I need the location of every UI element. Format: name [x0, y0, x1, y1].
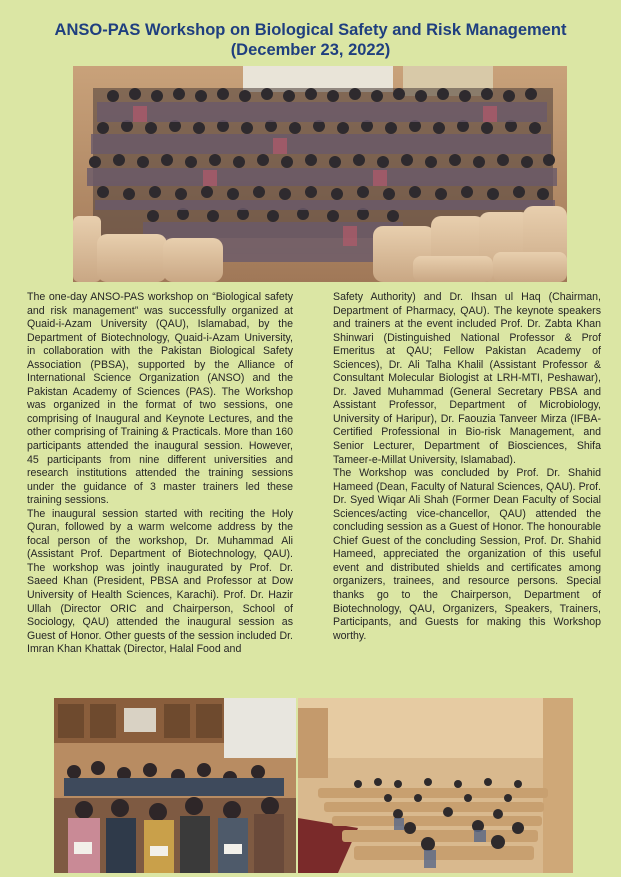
article-column-left: [27, 291, 293, 657]
seminar-hall-right-photo: [298, 698, 573, 873]
seminar-hall-right-image: [298, 698, 573, 873]
title-line-2: (December 23, 2022): [230, 41, 391, 59]
seminar-hall-left-image: [54, 698, 296, 873]
article-paragraph: Safety Authority) and Dr. Ihsan ul Haq (Chairman, Department of Pharmacy, QAU). The keynote speakers and trainers at the event included Prof. Dr. Zabta Khan Shinwari (Distinguished National Professor & Prof Emeritus at QAU; Fellow Pakistan Academy of Sciences), Dr. Ali Talha Khalil (Assistant Professor & Consultant Molecular Biologist at LRH-MTI, Peshawar), Dr. Javed Muhammad (General Secretary PBSA and Assistant Professor, Department of Microbiology, University of Haripur), Dr. Faouzia Tanveer Mirza (IFBA-Certified Professional in Bio-risk Management, and Senior Lecturer, Department of Biosciences, Shifa Tameer-e-Millat University, Islamabad).: [333, 291, 601, 466]
article-paragraph: The inaugural session started with reciting the Holy Quran, followed by a warm welcome address by the focal person of the workshop, Dr. Muhammad Ali (Assistant Prof. Department of Biotechnology, QAU). The workshop was jointly inaugurated by Prof. Dr. Saeed Khan (President, PBSA and Professor at Dow University of Health Sciences, Karachi). Prof. Dr. Hazir Ullah (Director ORIC and Chairperson, School of Sociology, QAU) attended the inaugural session as Guest of Honor. Other guests of the session included Dr. Imran Khan Khattak (Director, Halal Food and: [27, 507, 293, 656]
article-paragraph: The Workshop was concluded by Prof. Dr. Shahid Hameed (Dean, Faculty of Natural Sciences, QAU). Prof. Dr. Syed Wiqar Ali Shah (Former Dean Faculty of Social Sciences/acting vice-chancellor, QAU) attended the concluding session as a Guest of Honor. The honourable Chief Guest of the concluding Session, Prof. Dr. Shahid Hameed, appreciated the organization of this useful event and distributed shields and certificates among organizers, trainees, and resource persons. Special thanks go to the Chairperson, Department of Biotechnology, QAU, Organizers, Speakers, Trainers, Participants, and Guests for making this Workshop worthy.: [333, 467, 601, 642]
page-title: [0, 20, 621, 60]
article-column-right: [333, 291, 601, 643]
group-photo-image: [73, 66, 567, 282]
group-photo: [73, 66, 567, 282]
seminar-hall-left-photo: [54, 698, 296, 873]
article-paragraph: The one-day ANSO-PAS workshop on “Biological safety and risk management” was successfully organized at Quaid-i-Azam University (QAU), Islamabad, by the Department of Biotechnology, Quaid-i-Azam University, in collaboration with the Pakistan Biological Safety Association (PBSA), supported by the Alliance of International Science Organization (ANSO) and the Pakistan Academy of Sciences (PAS). The Workshop was organized in the format of two sessions, one comprising of Inaugural and Keynote Lectures, and the other comprising of Training & Practicals. More than 160 participants attended the inaugural session. However, 45 participants from nine different universities and research institutions attended the training sessions under the guidance of 3 master trainers led these training sessions.: [27, 291, 293, 507]
title-line-1: ANSO-PAS Workshop on Biological Safety and Risk Management: [54, 21, 567, 39]
